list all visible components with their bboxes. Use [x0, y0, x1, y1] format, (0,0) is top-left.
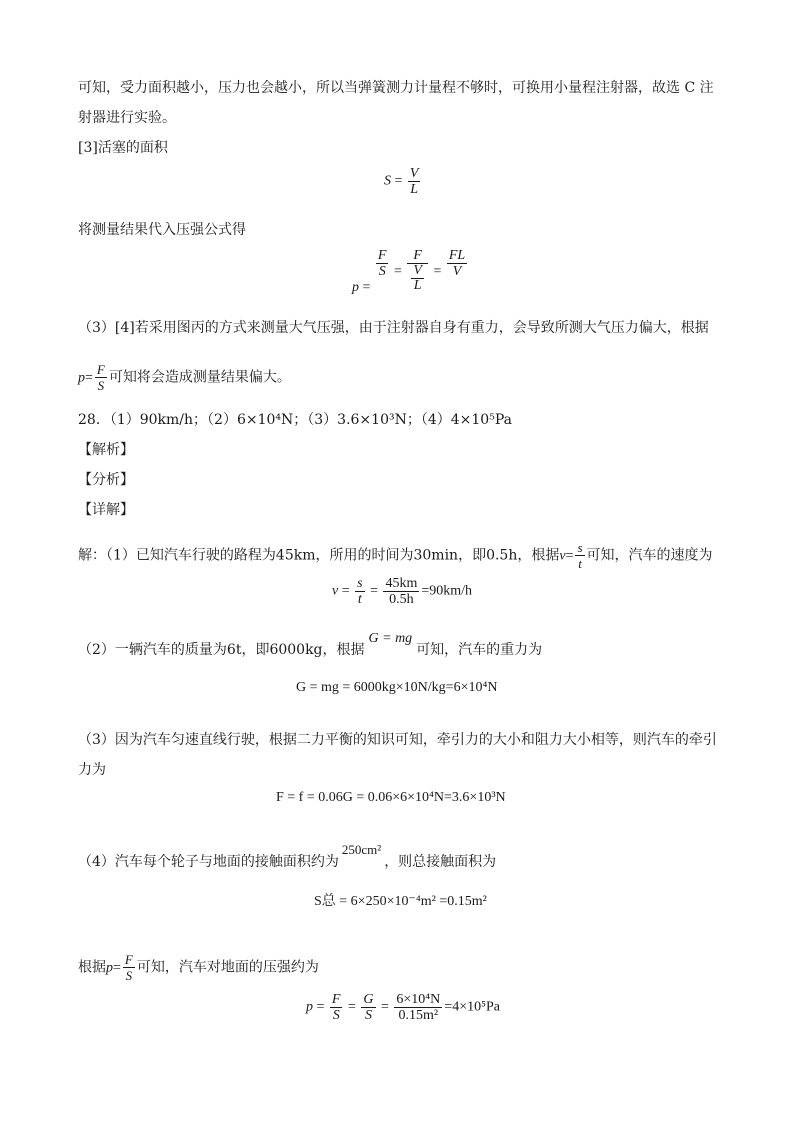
- text-line-1: 可知，受力面积越小，压力也会越小，所以当弹簧测力计量程不够时，可换用小量程注射器，故选 C 注: [78, 80, 714, 96]
- fraction-numerator: V: [409, 166, 419, 181]
- formula-weight: G = mg = 6000kg×10N/kg=6×10⁴N: [296, 680, 498, 695]
- tag-xiangjie: 【详解】: [78, 502, 134, 518]
- part3-tail: 可知将会造成测量结果偏大。: [108, 369, 291, 386]
- step5-text: 根据p= $\frac{F}{S}$ 可知，汽车对地面的压强约为: [78, 952, 319, 983]
- formula-traction: F = f = 0.06G = 0.06×6×10⁴N=3.6×10³N: [276, 790, 506, 805]
- q28-answer-summary: [78, 410, 512, 430]
- step4-text-b: ，则总接触面积为: [384, 854, 497, 870]
- formula-pressure-derivation: p = $\frac{F}{S}$ = $\frac{F}{\frac{V}{L}}$ = $\frac{FL}{V}$: [352, 248, 466, 295]
- formula-result: =4×10⁵Pa: [444, 999, 500, 1015]
- step4-text: [78, 842, 497, 872]
- fraction-numerator: FL: [448, 248, 466, 263]
- formula-piston-area: S = $\frac{V}{L}$: [384, 166, 419, 197]
- fraction-denominator: S: [364, 1008, 372, 1023]
- step1-text-b: 可知，汽车的速度为: [586, 547, 713, 564]
- tag-fenxi: 【分析】: [78, 472, 134, 488]
- fraction-numerator: F: [377, 248, 387, 263]
- fraction-numerator: 6×10⁴N: [396, 992, 441, 1007]
- formula-lhs: p: [352, 280, 359, 295]
- formula-lhs: v: [332, 583, 339, 599]
- step2-text-a: （2）一辆汽车的质量为6t，即6000kg，根据: [78, 642, 365, 658]
- fraction-numerator: F: [407, 248, 428, 264]
- formula-lhs: v: [559, 548, 566, 564]
- fraction-numerator: G: [363, 992, 374, 1007]
- fraction-denominator: S: [125, 968, 133, 983]
- step3-text-line1: （3）因为汽车匀速直线行驶，根据二力平衡的知识可知，牵引力的大小和阻力大小相等，则汽车的牵引: [78, 732, 717, 748]
- step1-text: 解：（1）已知汽车行驶的路程为45km，所用的时间为30min，即0.5h，根据v= $\frac{s}{t}$ 可知，汽车的速度为: [78, 540, 713, 571]
- step1-text-a: 解：（1）已知汽车行驶的路程为45km，所用的时间为30min，即0.5h，根据: [78, 547, 560, 564]
- contact-area-value: 250cm²: [341, 842, 382, 857]
- formula-lhs: p: [306, 999, 313, 1015]
- step2-text-b: 可知，汽车的重力为: [416, 642, 543, 658]
- text-intro-pressure: 将测量结果代入压强公式得: [78, 222, 246, 238]
- formula-lhs: p: [78, 370, 85, 386]
- fraction-denominator: t: [578, 556, 582, 571]
- fraction-numerator: F: [124, 952, 133, 967]
- fraction-denominator: 0.15m²: [398, 1008, 439, 1023]
- fraction-denominator: S: [378, 264, 386, 279]
- tag-jiexi: 【解析】: [78, 442, 134, 458]
- fraction-numerator: F: [331, 992, 341, 1007]
- nested-fraction-denominator: L: [413, 278, 422, 293]
- formula-pressure-result: p = $\frac{F}{S}$ = $\frac{G}{S}$ = $\frac{\text{6×10⁴N}}{\text{0.15m²}}$ =4×10⁵Pa: [306, 992, 500, 1023]
- step4-text-a: （4）汽车每个轮子与地面的接触面积约为: [78, 854, 339, 870]
- fraction-numerator: s: [577, 540, 583, 555]
- fraction-denominator: V: [452, 264, 462, 279]
- fraction-denominator: t: [357, 592, 362, 607]
- text-line-2: 射器进行实验。: [78, 110, 176, 126]
- nested-fraction-numerator: V: [413, 263, 422, 278]
- formula-gravity-rule: G = mg: [368, 631, 413, 646]
- fraction-numerator: F: [96, 362, 105, 377]
- part3-conclusion: p= $\frac{F}{S}$ 可知将会造成测量结果偏大。: [78, 362, 291, 393]
- formula-lhs: p: [106, 960, 113, 976]
- fraction-numerator: 45km: [385, 576, 418, 591]
- formula-speed: v = $\frac{s}{t}$ = $\frac{45km}{0.5h}$ =90km/h: [332, 576, 473, 607]
- answers: （1）90km/h；（2）6×10⁴N；（3）3.6×10³N；（4）4×10⁵Pa: [109, 412, 512, 428]
- step3-text-line2: 力为: [78, 762, 106, 778]
- step2-text: [78, 631, 543, 661]
- fraction-denominator: S: [97, 378, 105, 393]
- fraction-denominator: L: [410, 182, 419, 197]
- part3-text-line: （3）[4]若采用图丙的方式来测量大气压强，由于注射器自身有重力，会导致所测大气压力偏大，根据: [78, 320, 709, 336]
- subsection-3-label: [3]活塞的面积: [78, 140, 168, 156]
- fraction-numerator: s: [357, 576, 363, 591]
- step5-text-a: 根据: [78, 959, 106, 976]
- formula-result: =90km/h: [421, 583, 473, 599]
- fraction-denominator: S: [332, 1008, 340, 1023]
- question-number: 28．: [78, 412, 110, 428]
- formula-lhs: S: [384, 173, 391, 189]
- formula-total-area: S总 = 6×250×10⁻⁴m² =0.15m²: [314, 894, 487, 909]
- step5-text-b: 可知，汽车对地面的压强约为: [136, 959, 319, 976]
- fraction-denominator: 0.5h: [389, 592, 414, 607]
